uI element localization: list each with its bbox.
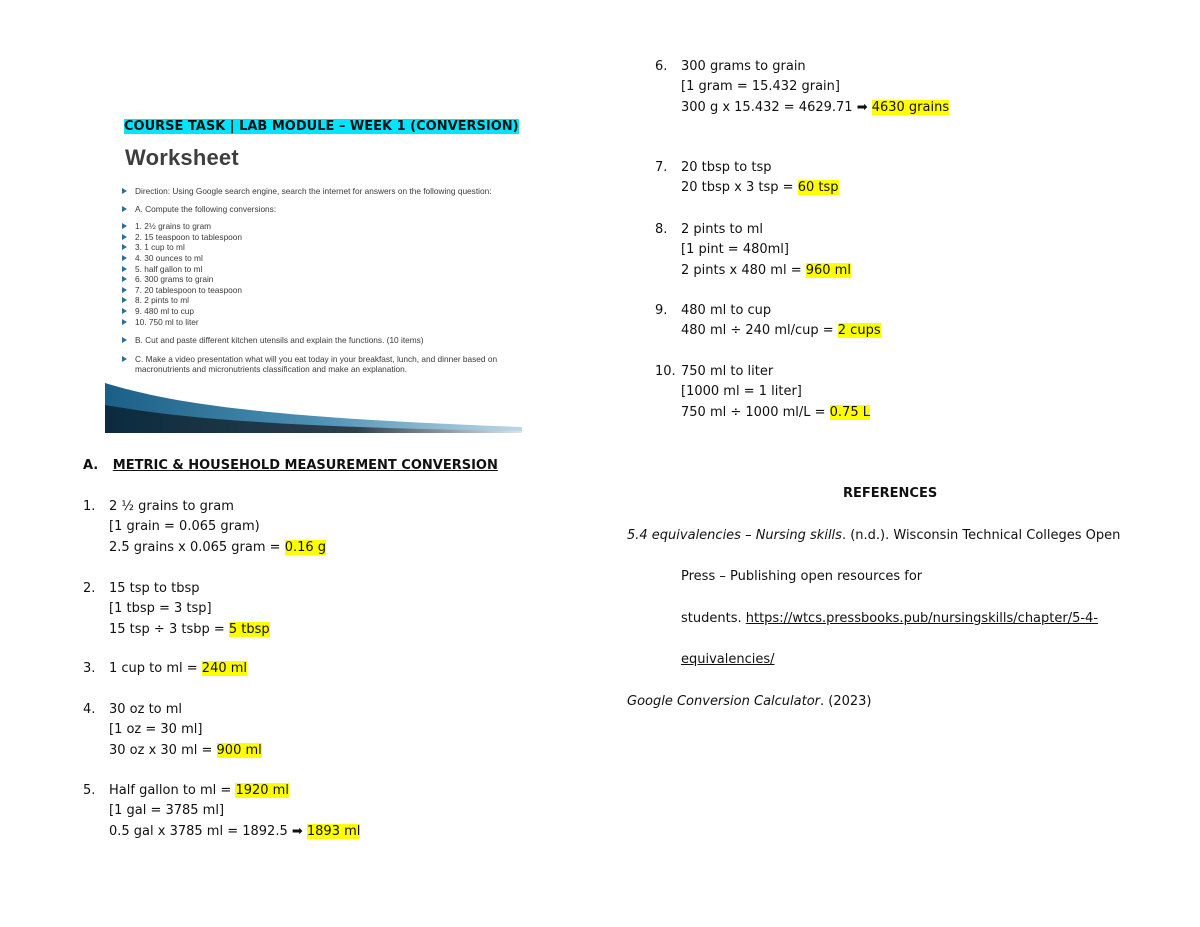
worksheet-slide-image: [105, 137, 522, 433]
worksheet-item: 6. 300 grams to grain: [121, 274, 516, 285]
reference-1-line-2: Press – Publishing open resources for: [681, 569, 923, 584]
course-task-header: [124, 117, 519, 137]
worksheet-title: Worksheet: [125, 145, 239, 170]
answer-highlight: 0.16 g: [284, 539, 327, 555]
problem-8: 8. 2 pints to ml [1 pint = 480ml] 2 pints x 480 ml = 960 ml: [655, 222, 851, 278]
problem-4: 4. 30 oz to ml [1 oz = 30 ml] 30 oz x 30 ml = 900 ml: [83, 702, 262, 758]
answer-highlight: 900 ml: [216, 742, 262, 758]
worksheet-wave-decoration: [105, 383, 522, 433]
worksheet-item: 5. half gallon to ml: [121, 264, 516, 275]
worksheet-item: 1. 2½ grains to gram: [121, 221, 516, 232]
reference-1-line-3: students. https://wtcs.pressbooks.pub/nursingskills/chapter/5-4-: [681, 611, 1099, 626]
course-task-title: COURSE TASK | LAB MODULE – WEEK 1 (CONVERSION): [124, 119, 519, 134]
reference-1: 5.4 equivalencies – Nursing skills. (n.d.). Wisconsin Technical Colleges Open: [627, 528, 1121, 543]
problem-7: 7. 20 tbsp to tsp 20 tbsp x 3 tsp = 60 tsp: [655, 160, 839, 196]
worksheet-body: [121, 186, 516, 375]
reference-link[interactable]: https://wtcs.pressbooks.pub/nursingskills/chapter/5-4-: [745, 611, 1099, 626]
problem-2: 2. 15 tsp to tbsp [1 tbsp = 3 tsp] 15 tsp ÷ 3 tsbp = 5 tbsp: [83, 581, 270, 637]
answer-highlight: 240 ml: [201, 661, 248, 676]
reference-link-continued[interactable]: equivalencies/: [681, 652, 775, 667]
references-heading: REFERENCES: [843, 486, 938, 501]
answer-highlight: 1920 ml: [235, 783, 289, 798]
answer-highlight: 0.75 L: [829, 404, 870, 420]
problem-3: 3. 1 cup to ml = 240 ml: [83, 661, 248, 676]
worksheet-section-b: B. Cut and paste different kitchen utensils and explain the functions. (10 items): [121, 335, 516, 346]
worksheet-item: 8. 2 pints to ml: [121, 295, 516, 306]
reference-2: Google Conversion Calculator. (2023): [627, 694, 872, 709]
answer-highlight: 960 ml: [805, 262, 851, 278]
worksheet-item: 9. 480 ml to cup: [121, 306, 516, 317]
worksheet-item: 7. 20 tablespoon to teaspoon: [121, 285, 516, 296]
problem-1: 1. 2 ½ grains to gram [1 grain = 0.065 gram) 2.5 grains x 0.065 gram = 0.16 g: [83, 499, 327, 555]
section-title: METRIC & HOUSEHOLD MEASUREMENT CONVERSION: [112, 458, 498, 473]
problem-5: 5. Half gallon to ml = 1920 ml [1 gal = 3785 ml] 0.5 gal x 3785 ml = 1892.5 ➡ 1893 ml: [83, 783, 361, 839]
answer-highlight: 60 tsp: [797, 180, 839, 196]
problem-6: 6. 300 grams to grain [1 gram = 15.432 grain] 300 g x 15.432 = 4629.71 ➡ 4630 grains: [655, 59, 950, 115]
problem-9: 9. 480 ml to cup 480 ml ÷ 240 ml/cup = 2 cups: [655, 303, 881, 339]
worksheet-item: 10. 750 ml to liter: [121, 317, 516, 328]
section-heading: A. METRIC & HOUSEHOLD MEASUREMENT CONVERSION: [83, 458, 498, 473]
worksheet-item: 2. 15 teaspoon to tablespoon: [121, 232, 516, 243]
worksheet-section-a: A. Compute the following conversions:: [121, 204, 516, 215]
worksheet-item: 4. 30 ounces to ml: [121, 253, 516, 264]
answer-highlight: 1893 ml: [306, 823, 361, 839]
answer-highlight: 4630 grains: [871, 99, 950, 115]
answer-highlight: 5 tbsp: [228, 621, 270, 637]
worksheet-item: 3. 1 cup to ml: [121, 242, 516, 253]
answer-highlight: 2 cups: [837, 323, 881, 339]
problem-10: 10. 750 ml to liter [1000 ml = 1 liter] 750 ml ÷ 1000 ml/L = 0.75 L: [655, 364, 870, 420]
worksheet-section-c: C. Make a video presentation what will you eat today in your breakfast, lunch, and dinner based on macronutrients and micronutrients classification and make an explanation.: [121, 354, 516, 375]
worksheet-direction: Direction: Using Google search engine, search the internet for answers on the following question:: [121, 186, 516, 197]
